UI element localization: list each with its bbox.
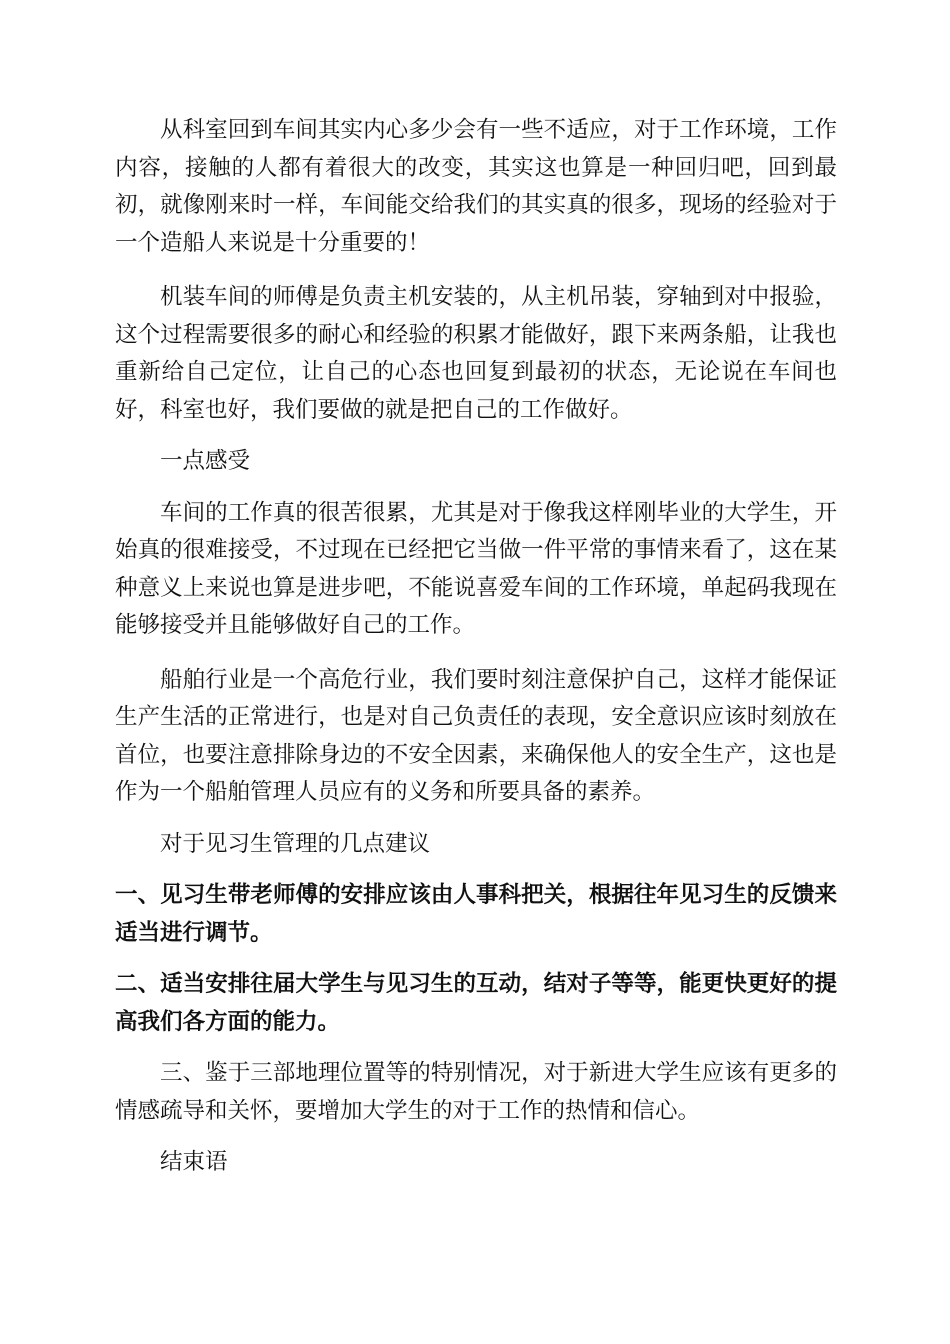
paragraph-workshop-hardship: 车间的工作真的很苦很累，尤其是对于像我这样刚毕业的大学生，开始真的很难接受，不过现在已经把它当做一件平常的事情来看了，这在某种意义上来说也算是进步吧，不能说喜爱车间的工作环境，单起码我现在能够接受并且能够做好自己的工作。 — [115, 499, 837, 638]
suggestion-two: 二、适当安排往届大学生与见习生的互动，结对子等等，能更快更好的提高我们各方面的能力。 — [115, 971, 837, 1035]
suggestion-three: 三、鉴于三部地理位置等的特别情况，对于新进大学生应该有更多的情感疏导和关怀，要增加大学生的对于工作的热情和信心。 — [115, 1060, 837, 1124]
paragraph-return-to-workshop: 从科室回到车间其实内心多少会有一些不适应，对于工作环境，工作内容，接触的人都有着很大的改变，其实这也算是一种回归吧，回到最初，就像刚来时一样，车间能交给我们的其实真的很多，现场的经验对于一个造船人来说是十分重要的！ — [115, 117, 837, 256]
paragraph-engine-installation: 机装车间的师傅是负责主机安装的，从主机吊装，穿轴到对中报验，这个过程需要很多的耐心和经验的积累才能做好，跟下来两条船，让我也重新给自己定位，让自己的心态也回复到最初的状态，无论说在车间也好，科室也好，我们要做的就是把自己的工作做好。 — [115, 284, 837, 423]
suggestion-one: 一、见习生带老师傅的安排应该由人事科把关，根据往年见习生的反馈来适当进行调节。 — [115, 882, 837, 946]
heading-trainee-suggestions: 对于见习生管理的几点建议 — [160, 830, 431, 857]
document-page — [115, 112, 837, 1182]
heading-conclusion: 结束语 — [160, 1149, 228, 1175]
heading-feelings: 一点感受 — [160, 448, 251, 474]
paragraph-shipbuilding-safety: 船舶行业是一个高危行业，我们要时刻注意保护自己，这样才能保证生产生活的正常进行，也是对自己负责任的表现，安全意识应该时刻放在首位，也要注意排除身边的不安全因素，来确保他人的安全生产，这也是作为一个船舶管理人员应有的义务和所要具备的素养。 — [115, 666, 837, 805]
